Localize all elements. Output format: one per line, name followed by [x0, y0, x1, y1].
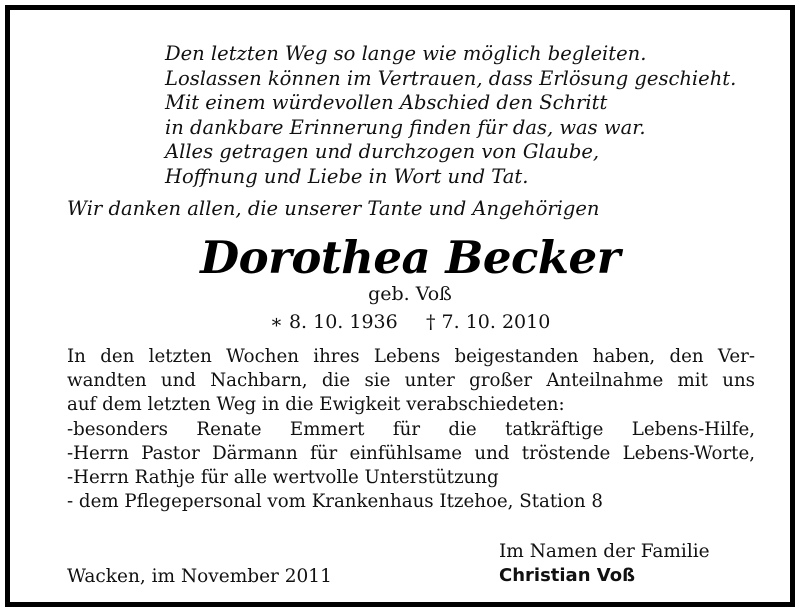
poem-line: Alles getragen und durchzogen von Glaube, [165, 140, 600, 163]
poem-line: Den letzten Weg so lange wie möglich begleiten. [165, 42, 647, 65]
death-date: † 7. 10. 2010 [426, 311, 551, 333]
deceased-name: Dorothea Becker [200, 231, 620, 284]
signer-name: Christian Voß [499, 565, 636, 586]
poem-line: Mit einem würdevollen Abschied den Schritt [165, 91, 608, 114]
body-line: -besonders Renate Emmert für die tatkräftige Lebens-Hilfe, [67, 418, 755, 440]
body-line: -Herrn Pastor Därmann für einfühlsame und tröstende Lebens-Worte, [67, 442, 755, 464]
body-line: wandten und Nachbarn, die sie unter großer Anteilnahme mit uns [67, 370, 755, 392]
maiden-name: geb. Voß [368, 283, 452, 305]
family-signature [499, 540, 759, 588]
thanks-line: Wir danken allen, die unserer Tante und Angehörigen [67, 197, 600, 220]
family-line: Im Namen der Familie [499, 541, 710, 562]
poem-line: Loslassen können im Vertrauen, dass Erlösung geschieht. [165, 66, 737, 90]
body-line: - dem Pflegepersonal vom Krankenhaus Itzehoe, Station 8 [67, 491, 603, 513]
body-line: auf dem letzten Weg in die Ewigkeit verabschiedeten: [67, 394, 565, 416]
acknowledgement-text [67, 345, 755, 514]
memorial-poem [165, 42, 765, 189]
place-date: Wacken, im November 2011 [67, 566, 332, 587]
poem-line: Hoffnung und Liebe in Wort und Tat. [165, 164, 529, 188]
birth-date: ∗ 8. 10. 1936 [270, 311, 398, 333]
obituary-notice [5, 5, 795, 607]
body-line: -Herrn Rathje für alle wertvolle Unterstützung [67, 467, 499, 489]
body-line: In den letzten Wochen ihres Lebens beigestanden haben, den Ver- [67, 346, 755, 367]
poem-line: in dankbare Erinnerung finden für das, was war. [165, 115, 646, 139]
